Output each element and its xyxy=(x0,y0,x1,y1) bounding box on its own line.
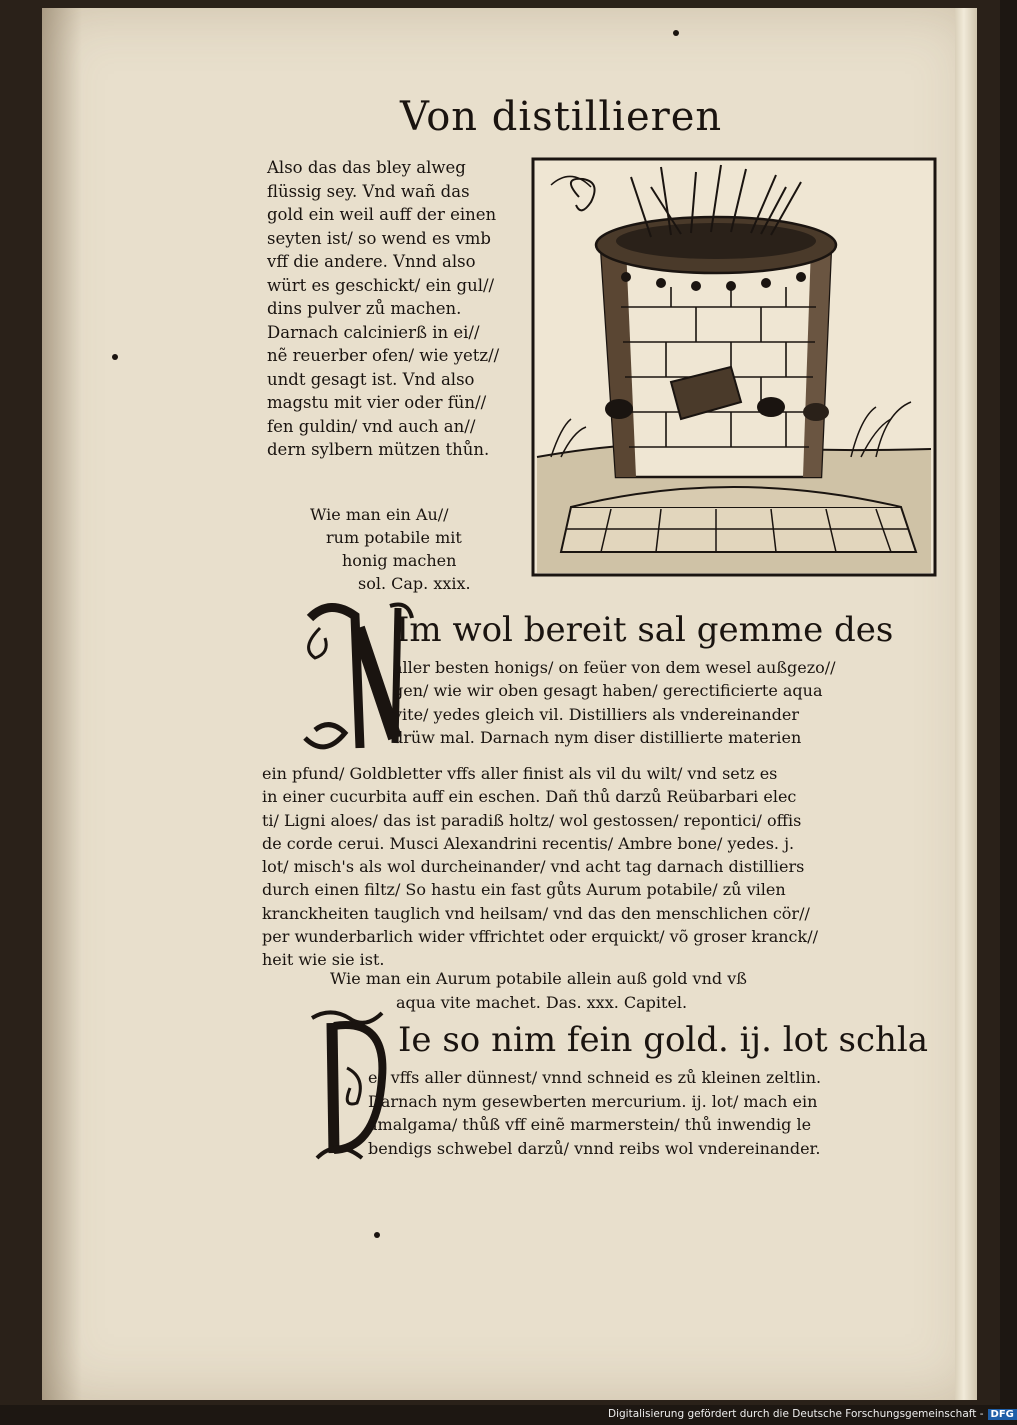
text-line: per wunderbarlich wider vffrichtet oder erquickt/ võ groser kranck// xyxy=(262,927,818,947)
text-line: ein pfund/ Goldbletter vffs aller finist als vil du wilt/ vnd setz es xyxy=(262,764,778,783)
paragraph-1 xyxy=(262,762,818,972)
text-line: drüw mal. Darnach nym diser distillierte materien xyxy=(393,727,802,747)
heading-line: rum potabile mit xyxy=(326,528,462,547)
text-line: amalgama/ thůß vff einẽ marmerstein/ thů inwendig le xyxy=(368,1115,812,1134)
ink-dot xyxy=(112,354,118,360)
initial-letter-n: N xyxy=(300,598,301,599)
text-line: kranckheiten tauglich vnd heilsam/ vnd das den menschlichen cör// xyxy=(262,903,810,923)
text-line: de corde cerui. Musci Alexandrini recentis/ Ambre bone/ yedes. j. xyxy=(262,833,795,853)
furnace-woodcut xyxy=(531,157,937,577)
text-line: gold ein weil auff der einen xyxy=(267,205,497,224)
heading-line: honig machen xyxy=(342,551,457,570)
text-line: magstu mit vier oder fün// xyxy=(267,393,487,412)
heading-line: aqua vite machet. Das. xxx. Capitel. xyxy=(396,993,688,1012)
text-line: undt gesagt ist. Vnd also xyxy=(267,369,475,389)
text-line: fen guldin/ vnd auch an// xyxy=(267,416,476,436)
text-line: würt es geschickt/ ein gul// xyxy=(267,275,495,295)
text-line: durch einen filtz/ So hastu ein fast gůts Aurum potabile/ zů vilen xyxy=(262,880,786,900)
text-line: flüssig sey. Vnd wañ das xyxy=(267,181,470,201)
text-line: dern sylbern mützen thůn. xyxy=(267,440,490,459)
footer-text: Digitalisierung gefördert durch die Deutsche Forschungsgemeinschaft - xyxy=(608,1408,984,1420)
text-line: gen/ wie wir oben gesagt haben/ gerectificierte aqua xyxy=(393,681,823,701)
text-line: aller besten honigs/ on feüer von dem wesel außgezo// xyxy=(393,658,836,677)
paragraph-2 xyxy=(368,1066,821,1160)
text-line: Also das das bley alweg xyxy=(267,158,466,177)
text-line: ti/ Ligni aloes/ das ist paradiß holtz/ wol gestossen/ repontici/ offis xyxy=(262,810,802,830)
footer-credit xyxy=(608,1408,1017,1424)
paragraph-1-indented xyxy=(393,656,836,749)
ink-dot xyxy=(374,1232,380,1238)
heading-line: Wie man ein Au// xyxy=(310,505,449,524)
text-line: heit wie sie ist. xyxy=(262,950,385,970)
text-line: vite/ yedes gleich vil. Distilliers als vndereinander xyxy=(393,704,800,724)
text-line: bendigs schwebel darzů/ vnnd reibs wol vndereinander. xyxy=(368,1138,821,1158)
initial-letter-d: D xyxy=(312,1008,313,1009)
page-edge xyxy=(955,8,977,1400)
ink-dot xyxy=(673,30,679,36)
text-line: seyten ist/ so wend es vmb xyxy=(267,228,491,248)
text-line: Darnach calcinierß in ei// xyxy=(267,322,480,342)
heading-line: sol. Cap. xxix. xyxy=(358,574,471,593)
text-line: vff die andere. Vnnd also xyxy=(267,252,476,271)
opening-line-2: Ie so nim fein gold. ij. lot schla xyxy=(398,1020,929,1060)
text-column-left xyxy=(267,156,499,462)
page-heading: Von distillieren xyxy=(400,94,723,140)
text-line: dins pulver zů machen. xyxy=(267,299,462,318)
text-line: nẽ reuerber ofen/ wie yetz// xyxy=(267,346,500,365)
opening-line-1: Im wol bereit sal gemme des xyxy=(396,610,894,650)
heading-line: Wie man ein Aurum potabile allein auß gold vnd vß xyxy=(330,969,747,988)
text-line: in einer cucurbita auff ein eschen. Dañ thů darzů Reübarbari elec xyxy=(262,787,797,807)
text-line: lot/ misch's als wol durcheinander/ vnd acht tag darnach distilliers xyxy=(262,857,805,877)
dfg-logo: DFG xyxy=(988,1409,1017,1420)
text-line: Darnach nym gesewberten mercurium. ij. lot/ mach ein xyxy=(368,1091,818,1111)
chapter-heading-29 xyxy=(310,503,471,595)
text-line: es vffs aller dünnest/ vnnd schneid es zů kleinen zeltlin. xyxy=(368,1068,822,1087)
